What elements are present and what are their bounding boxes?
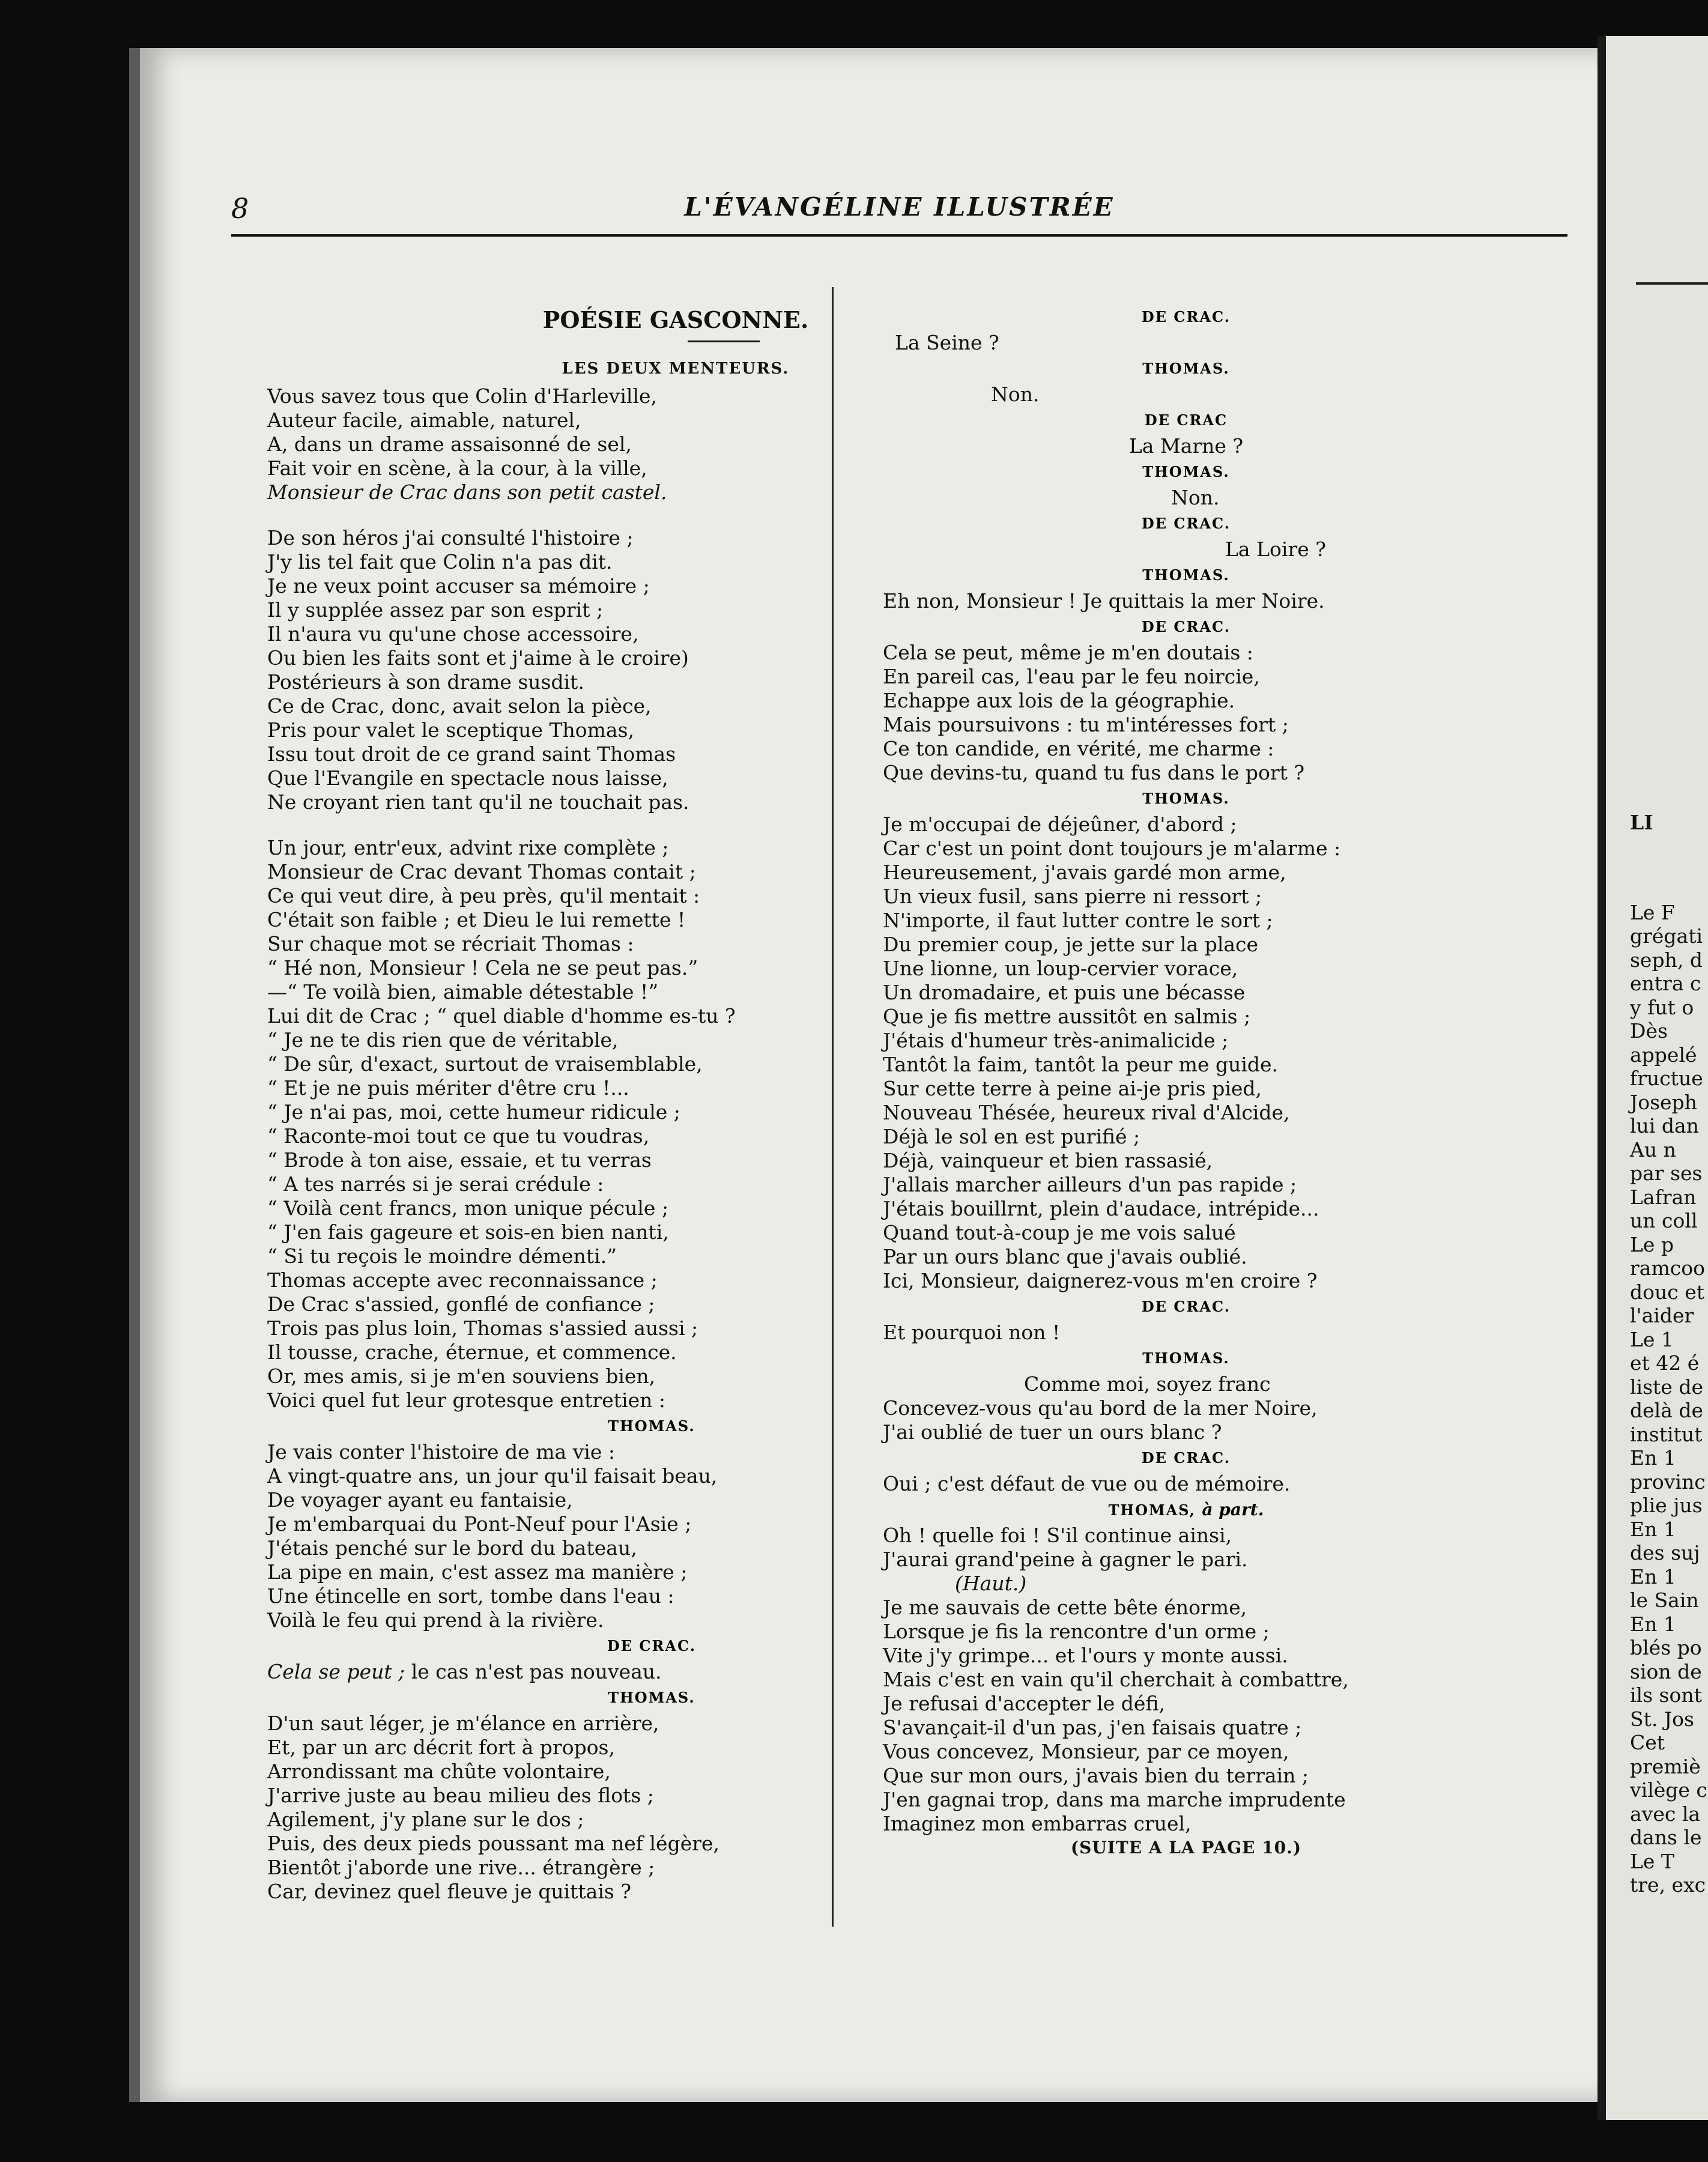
verse-line: vilège c — [1630, 1778, 1707, 1802]
verse-line: Vous savez tous que Colin d'Harleville, — [267, 384, 658, 408]
verse-line: Imaginez mon embarras cruel, — [883, 1812, 1192, 1835]
dialogue-line-6: Eh non, Monsieur ! Je quittais la mer Noire. — [883, 589, 1325, 613]
adjacent-header-rule — [1636, 282, 1708, 285]
verse-line: Lafran — [1630, 1185, 1697, 1209]
verse-line: Auteur facile, aimable, naturel, — [267, 408, 581, 432]
continued-notice: (SUITE A LA PAGE 10.) — [1070, 1838, 1302, 1858]
de-crac-reply — [267, 1660, 976, 1684]
de-crac-reply-italic: Cela se peut ; — [267, 1660, 405, 1683]
verse-line: Lorsque je fis la rencontre d'un orme ; — [883, 1620, 1270, 1643]
stanza-3 — [267, 836, 976, 1413]
poem-subtitle: LES DEUX MENTEURS. — [562, 360, 790, 378]
verse-line: Et, par un arc décrit fort à propos, — [267, 1736, 615, 1759]
verse-line: J'étais penché sur le bord du bateau, — [267, 1536, 637, 1560]
verse-line: grégati — [1630, 924, 1703, 948]
verse-line: appelé — [1630, 1043, 1697, 1067]
speaker-thomas: THOMAS. — [608, 1417, 695, 1435]
speaker-12-name: THOMAS, — [1108, 1501, 1196, 1519]
verse-line: Quand tout-à-coup je me vois salué — [883, 1221, 1236, 1244]
verse-line: La pipe en main, c'est assez ma manière ; — [267, 1560, 688, 1584]
dialogue-line-5: La Loire ? — [1225, 537, 1326, 561]
verse-line: J'allais marcher ailleurs d'un pas rapide ; — [883, 1173, 1297, 1196]
verse-line: Il tousse, crache, éternue, et commence. — [267, 1340, 677, 1364]
speaker-3: DE CRAC — [1144, 411, 1228, 429]
right-column — [883, 303, 1489, 1860]
verse-line: Déjà le sol en est purifié ; — [883, 1125, 1140, 1148]
verse-line: —“ Te voilà bien, aimable détestable !” — [267, 980, 659, 1004]
verse-line: Je m'occupai de déjeûner, d'abord ; — [883, 813, 1237, 836]
verse-line: Fait voir en scène, à la cour, à la ville, — [267, 456, 647, 480]
verse-line: Ou bien les faits sont et j'aime à le croire) — [267, 646, 689, 670]
verse-line: Le T — [1630, 1849, 1674, 1873]
verse-line: seph, d — [1630, 948, 1703, 972]
verse-line: Je m'embarquai du Pont-Neuf pour l'Asie ; — [267, 1512, 692, 1536]
verse-line: Que l'Evangile en spectacle nous laisse, — [267, 766, 668, 790]
verse-line: Car, devinez quel fleuve je quittais ? — [267, 1880, 632, 1903]
verse-line: “ Si tu reçois le moindre démenti.” — [267, 1244, 617, 1268]
verse-line: et 42 é — [1630, 1351, 1700, 1375]
verse-line: le Sain — [1630, 1588, 1699, 1612]
verse-line: Concevez-vous qu'au bord de la mer Noire, — [883, 1396, 1318, 1420]
verse-line: Issu tout droit de ce grand saint Thomas — [267, 742, 676, 766]
adjacent-page-edge — [1597, 36, 1708, 2120]
verse-line: Thomas accepte avec reconnaissance ; — [267, 1268, 658, 1292]
verse-line: Un vieux fusil, sans pierre ni ressort ; — [883, 885, 1262, 908]
dialogue-line-3: La Marne ? — [1128, 434, 1244, 458]
verse-line: Vite j'y grimpe... et l'ours y monte aussi. — [883, 1644, 1288, 1667]
verse-line: S'avançait-il d'un pas, j'en faisais quatre ; — [883, 1716, 1302, 1739]
poem-title: POÉSIE GASCONNE. — [542, 306, 809, 333]
verse-line: delà de — [1630, 1399, 1704, 1422]
verse-line: “ A tes narrés si je serai crédule : — [267, 1172, 604, 1196]
verse-line: Ce qui veut dire, à peu près, qu'il mentait : — [267, 884, 700, 907]
verse-line: Lui dit de Crac ; “ quel diable d'homme es-tu ? — [267, 1004, 736, 1028]
speaker-1: DE CRAC. — [1141, 308, 1231, 326]
verse-line: Sur cette terre à peine ai-je pris pied, — [883, 1077, 1262, 1100]
stanza-2 — [267, 526, 976, 814]
verse-line: Le F — [1630, 900, 1675, 924]
dialogue-line-2: Non. — [991, 383, 1040, 406]
verse-line: Oh ! quelle foi ! S'il continue ainsi, — [883, 1524, 1232, 1547]
speaker-12-aside: à part. — [1202, 1500, 1264, 1519]
verse-line: avec la — [1630, 1802, 1701, 1826]
speaker-2: THOMAS. — [1142, 360, 1230, 377]
stage-direction-haut: (Haut.) — [955, 1572, 1027, 1595]
verse-line: plie jus — [1630, 1494, 1703, 1517]
speaker-11: DE CRAC. — [1141, 1449, 1231, 1467]
dialogue-line-1: La Seine ? — [895, 331, 999, 354]
verse-line: Heureusement, j'avais gardé mon arme, — [883, 861, 1286, 884]
verse-line: J'étais d'humeur très-animalicide ; — [883, 1029, 1229, 1052]
verse-line: entra c — [1630, 972, 1701, 995]
verse-line: Je me sauvais de cette bête énorme, — [883, 1596, 1247, 1619]
verse-line: “ Raconte-moi tout ce que tu voudras, — [267, 1124, 650, 1148]
verse-line: blés po — [1630, 1636, 1702, 1659]
left-column — [267, 303, 976, 1904]
verse-line: Cela se peut, même je m'en doutais : — [883, 641, 1253, 664]
stanza-5 — [267, 1712, 976, 1904]
verse-line: D'un saut léger, je m'élance en arrière, — [267, 1712, 659, 1735]
right-stanza-a — [883, 641, 1489, 785]
verse-line: St. Jos — [1630, 1707, 1694, 1731]
verse-line: Que devins-tu, quand tu fus dans le port ? — [883, 761, 1305, 784]
verse-line: Monsieur de Crac devant Thomas contait ; — [267, 860, 696, 883]
speaker-de-crac: DE CRAC. — [607, 1637, 697, 1655]
verse-line: ils sont — [1630, 1683, 1702, 1707]
dialogue-line-11: Oui ; c'est défaut de vue ou de mémoire. — [883, 1472, 1291, 1495]
speaker-9: DE CRAC. — [1141, 1298, 1231, 1315]
verse-line: Une lionne, un loup-cervier vorace, — [883, 957, 1238, 980]
verse-line: Arrondissant ma chûte volontaire, — [267, 1760, 611, 1783]
verse-line: Voici quel fut leur grotesque entretien : — [267, 1388, 665, 1412]
verse-line: En 1 — [1630, 1446, 1676, 1470]
verse-line: Je vais conter l'histoire de ma vie : — [267, 1440, 615, 1464]
de-crac-reply-rest: le cas n'est pas nouveau. — [405, 1660, 662, 1683]
verse-line: Trois pas plus loin, Thomas s'assied aussi ; — [267, 1316, 698, 1340]
verse-line: Bientôt j'aborde une rive... étrangère ; — [267, 1856, 655, 1879]
verse-line: Monsieur de Crac dans son petit castel. — [267, 480, 667, 504]
verse-line: “ Je n'ai pas, moi, cette humeur ridicule ; — [267, 1100, 680, 1124]
right-stanza-c — [883, 1396, 1489, 1444]
verse-line: lui dan — [1630, 1114, 1699, 1137]
verse-line: fructue — [1630, 1067, 1703, 1090]
verse-line: liste de — [1630, 1375, 1703, 1399]
verse-line: Pris pour valet le sceptique Thomas, — [267, 718, 634, 742]
verse-line: De Crac s'assied, gonflé de confiance ; — [267, 1292, 655, 1316]
speaker-thomas-2: THOMAS. — [608, 1689, 695, 1706]
verse-line: des suj — [1630, 1541, 1700, 1564]
verse-line: y fut o — [1630, 995, 1694, 1019]
speaker-7: DE CRAC. — [1141, 618, 1231, 635]
verse-line: sion de — [1630, 1659, 1702, 1683]
verse-line: “ Voilà cent francs, mon unique pécule ; — [267, 1196, 669, 1220]
verse-line: En 1 — [1630, 1517, 1676, 1541]
verse-line: dans le — [1630, 1826, 1702, 1849]
verse-line: Le 1 — [1630, 1327, 1674, 1351]
verse-line: “ Brode à ton aise, essaie, et tu verras — [267, 1148, 652, 1172]
speaker-8: THOMAS. — [1142, 790, 1230, 807]
verse-line: Mais c'est en vain qu'il cherchait à combattre, — [883, 1668, 1349, 1691]
verse-line: Car c'est un point dont toujours je m'alarme : — [883, 837, 1341, 860]
verse-line: Que je fis mettre aussitôt en salmis ; — [883, 1005, 1251, 1028]
right-stanza-d — [883, 1524, 1489, 1572]
verse-line: Dès — [1630, 1019, 1668, 1043]
adjacent-heading-fragment: LI — [1630, 811, 1653, 834]
verse-line: A vingt-quatre ans, un jour qu'il faisait beau, — [267, 1464, 718, 1488]
verse-line: Déjà, vainqueur et bien rassasié, — [883, 1149, 1213, 1172]
verse-line: Un jour, entr'eux, advint rixe complète ; — [267, 836, 669, 859]
verse-line: En 1 — [1630, 1564, 1676, 1588]
verse-line: Une étincelle en sort, tombe dans l'eau : — [267, 1584, 674, 1608]
stanza-4 — [267, 1440, 976, 1632]
page-number: 8 — [231, 192, 249, 225]
verse-line: Agilement, j'y plane sur le dos ; — [267, 1808, 584, 1831]
verse-line: De voyager ayant eu fantaisie, — [267, 1488, 573, 1512]
verse-line: Ne croyant rien tant qu'il ne touchait pas. — [267, 790, 689, 814]
speaker-6: THOMAS. — [1142, 566, 1230, 584]
verse-line: ramcoo — [1630, 1256, 1705, 1280]
verse-line: “ J'en fais gageure et sois-en bien nanti, — [267, 1220, 669, 1244]
verse-line: Nouveau Thésée, heureux rival d'Alcide, — [883, 1101, 1290, 1124]
verse-line: “ Et je ne puis mériter d'être cru !... — [267, 1076, 629, 1100]
adjacent-text-fragments — [1630, 877, 1708, 1897]
verse-line: Puis, des deux pieds poussant ma nef légère, — [267, 1832, 720, 1855]
running-head: L'ÉVANGÉLINE ILLUSTRÉE — [684, 192, 1115, 222]
page-header — [231, 192, 1567, 237]
verse-line: provinc — [1630, 1470, 1706, 1494]
verse-line: C'était son faible ; et Dieu le lui remette ! — [267, 908, 686, 931]
verse-line: Je ne veux point accuser sa mémoire ; — [267, 574, 650, 598]
stanza-1 — [267, 384, 976, 504]
verse-line: “ De sûr, d'exact, surtout de vraisemblable, — [267, 1052, 703, 1076]
verse-line: Ce de Crac, donc, avait selon la pièce, — [267, 694, 652, 718]
verse-line: Cet — [1630, 1731, 1665, 1754]
verse-line: Joseph — [1630, 1090, 1697, 1114]
verse-line: “ Je ne te dis rien que de véritable, — [267, 1028, 619, 1052]
verse-line: Tantôt la faim, tantôt la peur me guide. — [883, 1053, 1279, 1076]
verse-line: Mais poursuivons : tu m'intéresses fort ; — [883, 713, 1289, 736]
speaker-10: THOMAS. — [1142, 1349, 1230, 1367]
verse-line: Echappe aux lois de la géographie. — [883, 689, 1235, 712]
verse-line: institut — [1630, 1422, 1703, 1446]
verse-line: Du premier coup, je jette sur la place — [883, 933, 1259, 956]
verse-line: Par un ours blanc que j'avais oublié. — [883, 1245, 1247, 1268]
verse-line — [1630, 877, 1708, 901]
verse-line: par ses — [1630, 1161, 1703, 1185]
verse-line: Que sur mon ours, j'avais bien du terrain ; — [883, 1764, 1309, 1787]
verse-line: Au n — [1630, 1137, 1676, 1161]
speaker-5: DE CRAC. — [1141, 515, 1231, 532]
verse-line: J'étais bouillrnt, plein d'audace, intrépide... — [883, 1197, 1319, 1220]
dialogue-line-9: Et pourquoi non ! — [883, 1321, 1061, 1344]
verse-line: De son héros j'ai consulté l'histoire ; — [267, 526, 634, 550]
verse-line: J'arrive juste au beau milieu des flots ; — [267, 1784, 654, 1807]
verse-line: Vous concevez, Monsieur, par ce moyen, — [883, 1740, 1289, 1763]
title-rule — [688, 341, 760, 342]
verse-line: N'importe, il faut lutter contre le sort ; — [883, 909, 1273, 932]
verse-line: Postérieurs à son drame susdit. — [267, 670, 584, 694]
verse-line: A, dans un drame assaisonné de sel, — [267, 432, 632, 456]
verse-line: premiè — [1630, 1754, 1701, 1778]
verse-line: tre, exc — [1630, 1873, 1706, 1897]
right-stanza-e — [883, 1596, 1489, 1836]
speaker-12 — [883, 1496, 1489, 1524]
dialogue-line-10: Comme moi, soyez franc — [1024, 1372, 1271, 1396]
verse-line: Or, mes amis, si je m'en souviens bien, — [267, 1364, 656, 1388]
verse-line: Ici, Monsieur, daignerez-vous m'en croire ? — [883, 1269, 1318, 1292]
verse-line: J'aurai grand'peine à gagner le pari. — [883, 1548, 1248, 1571]
dialogue-line-4: Non. — [1171, 486, 1220, 509]
verse-line: J'ai oublié de tuer un ours blanc ? — [883, 1420, 1222, 1444]
verse-line: “ Hé non, Monsieur ! Cela ne se peut pas.” — [267, 956, 698, 980]
verse-line: un coll — [1630, 1209, 1698, 1232]
verse-line: l'aider — [1630, 1304, 1694, 1327]
verse-line: Il y supplée assez par son esprit ; — [267, 598, 604, 622]
verse-line: J'y lis tel fait que Colin n'a pas dit. — [267, 550, 613, 574]
verse-line: Il n'aura vu qu'une chose accessoire, — [267, 622, 639, 646]
speaker-4: THOMAS. — [1142, 463, 1230, 480]
verse-line: En pareil cas, l'eau par le feu noircie, — [883, 665, 1260, 688]
verse-line: En 1 — [1630, 1612, 1676, 1636]
verse-line: douc et — [1630, 1280, 1705, 1304]
verse-line: Le p — [1630, 1232, 1674, 1256]
right-stanza-b — [883, 813, 1489, 1293]
verse-line: Ce ton candide, en vérité, me charme : — [883, 737, 1274, 760]
verse-line: Voilà le feu qui prend à la rivière. — [267, 1608, 604, 1632]
verse-line: Un dromadaire, et puis une bécasse — [883, 981, 1246, 1004]
verse-line: Je refusai d'accepter le défi, — [883, 1692, 1165, 1715]
verse-line: Sur chaque mot se récriait Thomas : — [267, 932, 634, 955]
verse-line: J'en gagnai trop, dans ma marche imprudente — [883, 1788, 1346, 1811]
